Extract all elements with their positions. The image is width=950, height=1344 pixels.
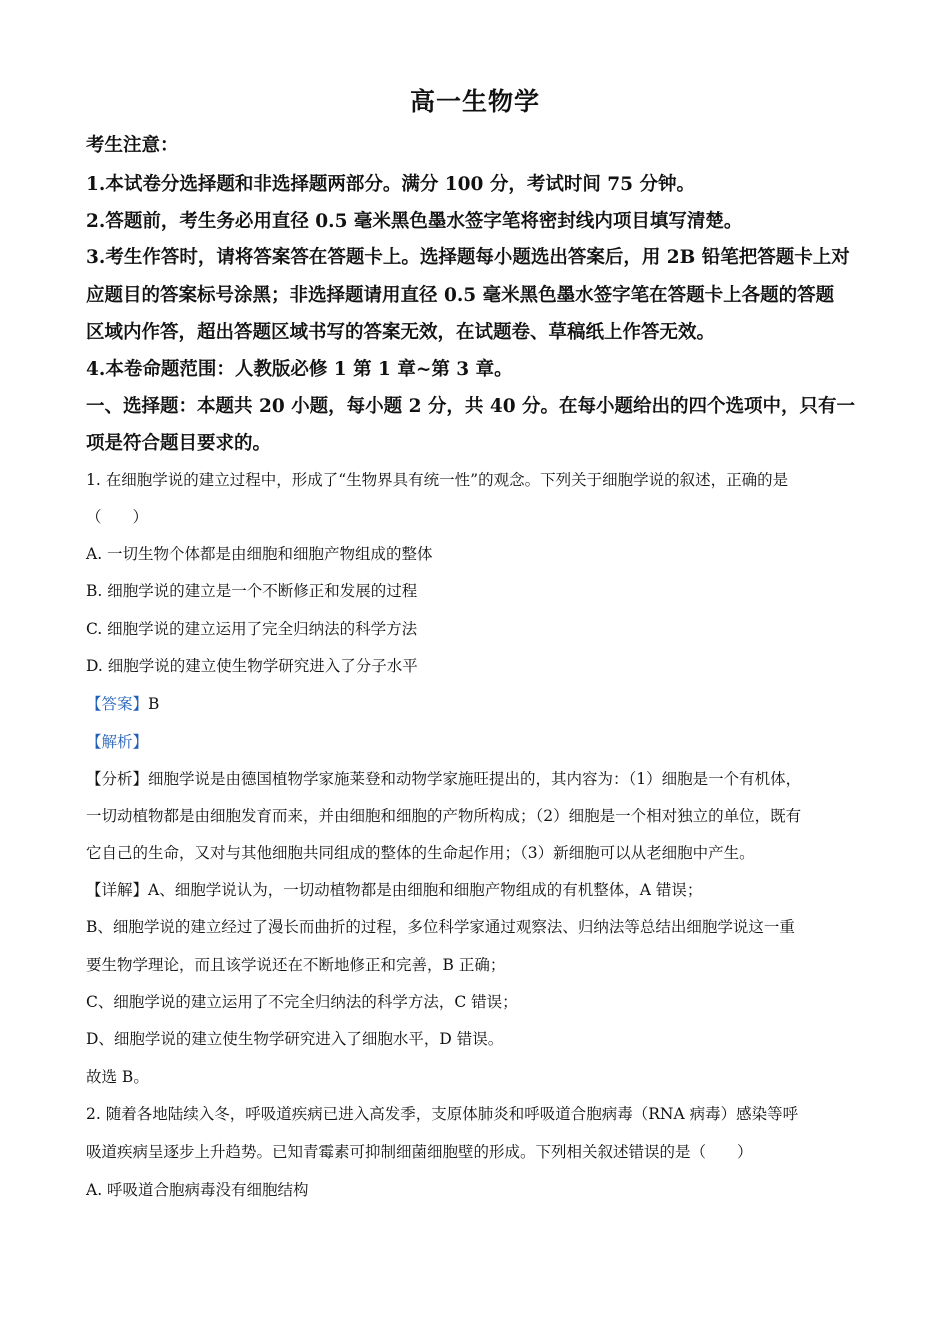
document-title: 高一生物学 (409, 87, 540, 116)
xiangjie-text: D、细胞学说的建立使生物学研究进入了细胞水平，D 错误。 (86, 1030, 504, 1048)
question-1-option-b: B. 细胞学说的建立是一个不断修正和发展的过程 (86, 582, 418, 600)
xiangjie-text: C、细胞学说的建立运用了不完全归纳法的科学方法，C 错误； (86, 993, 518, 1011)
notice-item: 2.答题前，考生务必用直径 0.5 毫米黑色墨水签字笔将密封线内项目填写清楚。 (86, 211, 743, 232)
notice-item: 应题目的答案标号涂黑；非选择题请用直径 0.5 毫米黑色墨水签字笔在答题卡上各题的答题 (86, 285, 835, 306)
notice-heading: 考生注意： (86, 135, 179, 156)
xiangjie-line (86, 878, 702, 900)
question-1-option-a: A. 一切生物个体都是由细胞和细胞产物组成的整体 (86, 545, 433, 563)
xiangjie-text: B、细胞学说的建立经过了漫长而曲折的过程，多位科学家通过观察法、归纳法等总结出细胞学说这一重 (86, 918, 795, 936)
fenxi-line (86, 767, 801, 789)
question-2-stem: 2. 随着各地陆续入冬，呼吸道疾病已进入高发季，支原体肺炎和呼吸道合胞病毒（RNA 病毒）感染等呼 (86, 1105, 799, 1123)
question-1-option-d: D. 细胞学说的建立使生物学研究进入了分子水平 (86, 657, 418, 675)
section-heading-cont: 项是符合题目要求的。 (86, 433, 272, 454)
xiangjie-text: A、细胞学说认为，一切动植物都是由细胞和细胞产物组成的有机整体，A 错误； (148, 881, 703, 899)
notice-item: 1.本试卷分选择题和非选择题两部分。满分 100 分，考试时间 75 分钟。 (86, 174, 695, 195)
question-2-option-a: A. 呼吸道合胞病毒没有细胞结构 (86, 1181, 309, 1199)
conclusion-text: 故选 B。 (86, 1068, 149, 1086)
question-1-stem-cont: （ ） (86, 508, 149, 526)
xiangjie-text: 要生物学理论，而且该学说还在不断地修正和完善，B 正确； (86, 956, 506, 974)
notice-item: 区域内作答，超出答题区域书写的答案无效，在试题卷、草稿纸上作答无效。 (86, 322, 716, 343)
fenxi-tag: 【分析】 (86, 770, 149, 788)
answer-value: B (148, 695, 160, 713)
section-heading: 一、选择题：本题共 20 小题，每小题 2 分，共 40 分。在每小题给出的四个选项中，只有一 (86, 396, 856, 417)
question-1-option-c: C. 细胞学说的建立运用了完全归纳法的科学方法 (86, 620, 418, 638)
notice-item: 4.本卷命题范围：人教版必修 1 第 1 章~第 3 章。 (86, 359, 513, 380)
analysis-tag: 【解析】 (86, 733, 149, 751)
answer-line (86, 692, 159, 714)
answer-tag: 【答案】 (86, 695, 149, 713)
question-1-stem: 1. 在细胞学说的建立过程中，形成了“生物界具有统一性”的观念。下列关于细胞学说的叙述，正确的是 (86, 471, 789, 489)
fenxi-text: 细胞学说是由德国植物学家施莱登和动物学家施旺提出的，其内容为：（1）细胞是一个有机体， (148, 770, 802, 788)
question-2-stem-cont: 吸道疾病呈逐步上升趋势。已知青霉素可抑制细菌细胞壁的形成。下列相关叙述错误的是（ ） (86, 1143, 753, 1161)
xiangjie-tag: 【详解】 (86, 881, 149, 899)
fenxi-text: 它自己的生命，又对与其他细胞共同组成的整体的生命起作用；（3）新细胞可以从老细胞中产生。 (86, 844, 755, 862)
fenxi-text: 一切动植物都是由细胞发育而来，并由细胞和细胞的产物所构成；（2）细胞是一个相对独立的单位，既有 (86, 807, 802, 825)
notice-item: 3.考生作答时，请将答案答在答题卡上。选择题每小题选出答案后，用 2B 铅笔把答题卡上对 (86, 247, 850, 268)
